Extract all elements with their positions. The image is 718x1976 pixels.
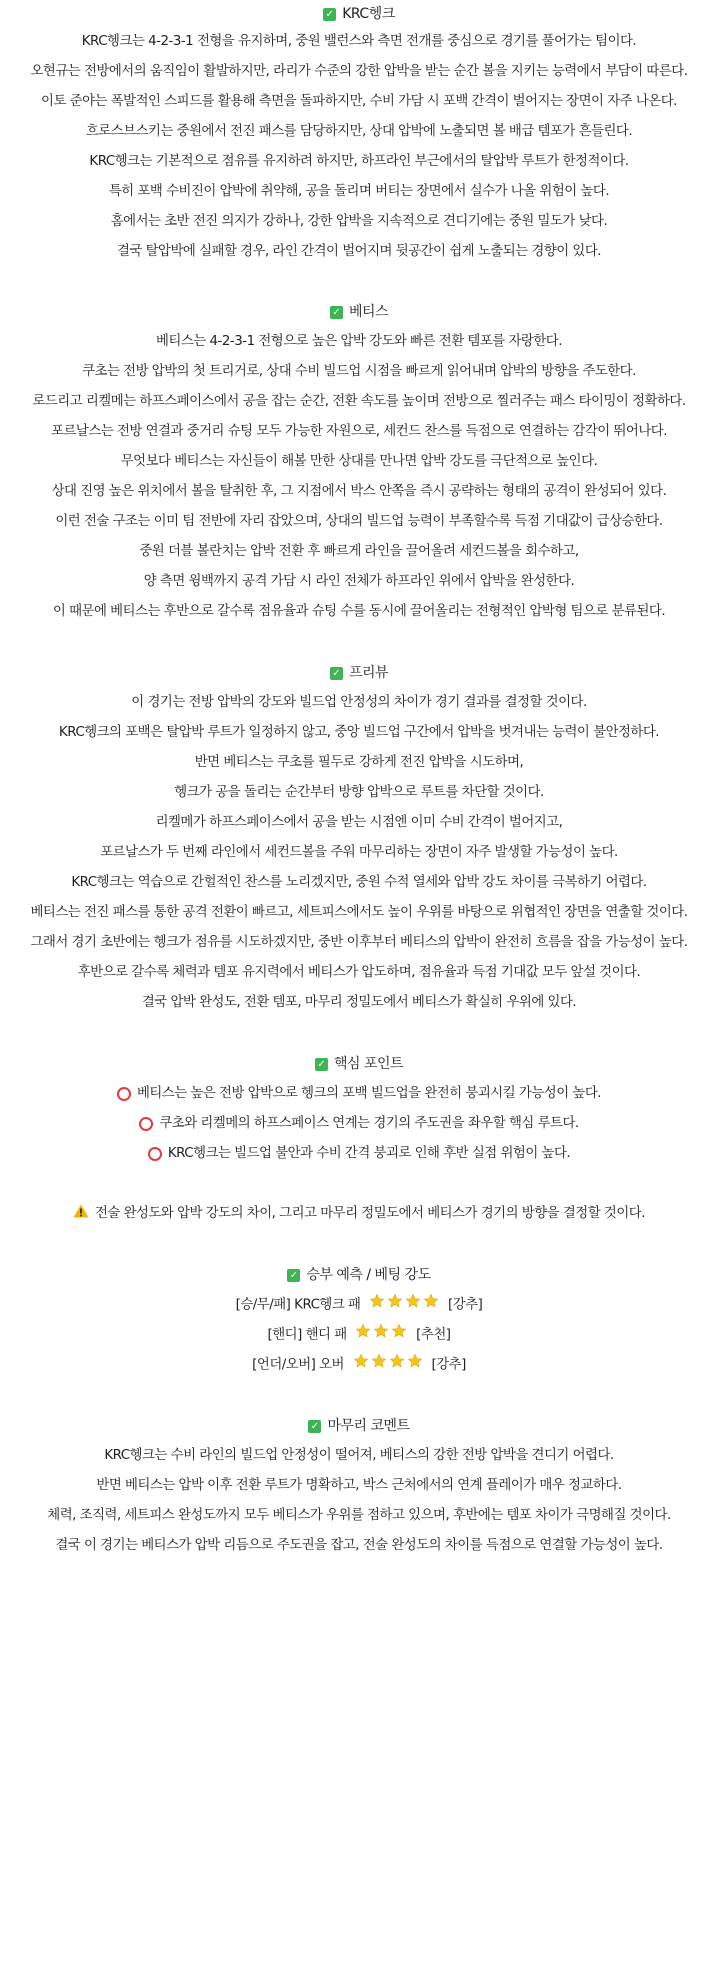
- section-heading-preview: ✓ 프리뷰: [0, 661, 718, 685]
- paragraph-line: 무엇보다 베티스는 자신들이 해볼 만한 상대를 만나면 압박 강도를 극단적으로 높인다.: [120, 454, 598, 469]
- paragraph-line: 베티스는 전진 패스를 통한 공격 전환이 빠르고, 세트피스에서도 높이 우위를 바탕으로 위협적인 장면을 연출할 것이다.: [30, 905, 688, 920]
- section-heading-closing: ✓ 마무리 코멘트: [0, 1414, 718, 1438]
- section-heading-predictions: ✓ 승부 예측 / 베팅 강도: [0, 1263, 718, 1287]
- star-icon: [423, 1293, 439, 1309]
- paragraph-line: 로드리고 리켈메는 하프스페이스에서 공을 잡는 순간, 전환 속도를 높이며 전방으로 찔러주는 패스 타이밍이 정확하다.: [32, 394, 686, 409]
- paragraph-line: 이 경기는 전방 압박의 강도와 빌드업 안정성의 차이가 경기 결과를 결정할 것이다.: [131, 695, 587, 710]
- prediction-row: [언더/오버] 오버 [강추]: [0, 1353, 718, 1377]
- paragraph-line: 리켈메가 하프스페이스에서 공을 받는 시점엔 이미 수비 간격이 벌어지고,: [155, 815, 563, 830]
- paragraph-line: KRC헹크는 수비 라인의 빌드업 안정성이 떨어져, 베티스의 강한 전방 압박을 견디기 어렵다.: [104, 1448, 614, 1463]
- paragraph-line: 결국 이 경기는 베티스가 압박 리듬으로 주도권을 잡고, 전술 완성도의 차이를 득점으로 연결할 가능성이 높다.: [55, 1538, 663, 1553]
- star-icon: [369, 1293, 385, 1309]
- check-icon: ✓: [287, 1269, 300, 1282]
- paragraph-line: KRC헹크는 역습으로 간헐적인 찬스를 노리겠지만, 중원 수적 열세와 압박 강도 차이를 극복하기 어렵다.: [71, 875, 647, 890]
- red-circle-icon: [139, 1117, 153, 1131]
- star-icon: [371, 1353, 387, 1369]
- paragraph-line: 결국 탈압박에 실패할 경우, 라인 간격이 벌어지며 뒷공간이 쉽게 노출되는 경향이 있다.: [116, 244, 602, 259]
- star-icon: [407, 1353, 423, 1369]
- paragraph-line: 헹크가 공을 돌리는 순간부터 방향 압박으로 루트를 차단할 것이다.: [174, 785, 544, 800]
- paragraph-line: 흐로스브스키는 중원에서 전진 패스를 담당하지만, 상대 압박에 노출되면 볼 배급 템포가 흔들린다.: [85, 124, 633, 139]
- paragraph-line: 이 때문에 베티스는 후반으로 갈수록 점유율과 슈팅 수를 동시에 끌어올리는 전형적인 압박형 팀으로 분류된다.: [52, 604, 666, 619]
- prediction-row: [승/무/패] KRC헹크 패 [강추]: [0, 1293, 718, 1317]
- check-icon: ✓: [308, 1420, 321, 1433]
- paragraph-line: 포르날스는 전방 연결과 중거리 슈팅 모두 가능한 자원으로, 세컨드 찬스를 득점으로 연결하는 감각이 뛰어나다.: [51, 424, 667, 439]
- paragraph-line: 상대 진영 높은 위치에서 볼을 탈취한 후, 그 지점에서 박스 안쪽을 즉시 공략하는 형태의 공격이 완성되어 있다.: [51, 484, 667, 499]
- warning-note: 전술 완성도와 압박 강도의 차이, 그리고 마무리 정밀도에서 베티스가 경기의 방향을 결정할 것이다.: [0, 1202, 718, 1226]
- red-circle-icon: [148, 1147, 162, 1161]
- prediction-row: [핸디] 핸디 패 [추천]: [0, 1323, 718, 1347]
- section-heading-genk: ✓ KRC헹크: [0, 2, 718, 26]
- paragraph-line: 이런 전술 구조는 이미 팀 전반에 자리 잡았으며, 상대의 빌드업 능력이 부족할수록 득점 기대값이 급상승한다.: [55, 514, 663, 529]
- star-rating: [354, 1328, 408, 1343]
- star-icon: [391, 1323, 407, 1339]
- paragraph-line: 특히 포백 수비진이 압박에 취약해, 공을 돌리며 버티는 장면에서 실수가 나올 위험이 높다.: [108, 184, 610, 199]
- key-point-item: KRC헹크는 빌드업 불안과 수비 간격 붕괴로 인해 후반 실점 위험이 높다.: [0, 1142, 718, 1166]
- warning-icon: [73, 1204, 89, 1218]
- star-rating: [368, 1298, 440, 1313]
- paragraph-line: 반면 베티스는 쿠초를 필두로 강하게 전진 압박을 시도하며,: [194, 755, 524, 770]
- red-circle-icon: [117, 1087, 131, 1101]
- section-heading-betis: ✓ 베티스: [0, 300, 718, 324]
- check-icon: ✓: [323, 8, 336, 21]
- star-icon: [373, 1323, 389, 1339]
- paragraph-line: 양 측면 윙백까지 공격 가담 시 라인 전체가 하프라인 위에서 압박을 완성한다.: [143, 574, 575, 589]
- paragraph-line: KRC헹크는 4-2-3-1 전형을 유지하며, 중원 밸런스와 측면 전개를 중심으로 경기를 풀어가는 팀이다.: [81, 34, 637, 49]
- section-heading-key-points: ✓ 핵심 포인트: [0, 1052, 718, 1076]
- star-icon: [353, 1353, 369, 1369]
- paragraph-line: 체력, 조직력, 세트피스 완성도까지 모두 베티스가 우위를 점하고 있으며, 후반에는 템포 차이가 극명해질 것이다.: [47, 1508, 671, 1523]
- key-point-item: 베티스는 높은 전방 압박으로 헹크의 포백 빌드업을 완전히 붕괴시킬 가능성이 높다.: [0, 1082, 718, 1106]
- paragraph-line: 그래서 경기 초반에는 헹크가 점유를 시도하겠지만, 중반 이후부터 베티스의 압박이 완전히 흐름을 잡을 가능성이 높다.: [30, 935, 688, 950]
- paragraph-line: 포르날스가 두 번째 라인에서 세컨드볼을 주워 마무리하는 장면이 자주 발생할 가능성이 높다.: [100, 845, 618, 860]
- check-icon: ✓: [315, 1058, 328, 1071]
- check-icon: ✓: [330, 667, 343, 680]
- star-icon: [389, 1353, 405, 1369]
- star-icon: [405, 1293, 421, 1309]
- star-icon: [387, 1293, 403, 1309]
- paragraph-line: 오현규는 전방에서의 움직임이 활발하지만, 라리가 수준의 강한 압박을 받는 순간 볼을 지키는 능력에서 부담이 따른다.: [30, 64, 688, 79]
- star-icon: [355, 1323, 371, 1339]
- paragraph-line: KRC헹크의 포백은 탈압박 루트가 일정하지 않고, 중앙 빌드업 구간에서 압박을 벗겨내는 능력이 불안정하다.: [58, 725, 660, 740]
- paragraph-line: 이토 준야는 폭발적인 스피드를 활용해 측면을 돌파하지만, 수비 가담 시 포백 간격이 벌어지는 장면이 자주 나온다.: [41, 94, 677, 109]
- star-rating: [352, 1358, 424, 1373]
- paragraph-line: 반면 베티스는 압박 이후 전환 루트가 명확하고, 박스 근처에서의 연계 플레이가 매우 정교하다.: [96, 1478, 622, 1493]
- paragraph-line: 결국 압박 완성도, 전환 템포, 마무리 정밀도에서 베티스가 확실히 우위에 있다.: [141, 995, 577, 1010]
- paragraph-line: KRC헹크는 기본적으로 점유를 유지하려 하지만, 하프라인 부근에서의 탈압박 루트가 한정적이다.: [89, 154, 629, 169]
- paragraph-line: 쿠초는 전방 압박의 첫 트리거로, 상대 수비 빌드업 시점을 빠르게 읽어내며 압박의 방향을 주도한다.: [82, 364, 636, 379]
- key-point-item: 쿠초와 리켈메의 하프스페이스 연계는 경기의 주도권을 좌우할 핵심 루트다.: [0, 1112, 718, 1136]
- paragraph-line: 중원 더블 볼란치는 압박 전환 후 빠르게 라인을 끌어올려 세컨드볼을 회수하고,: [139, 544, 579, 559]
- paragraph-line: 베티스는 4-2-3-1 전형으로 높은 압박 강도와 빠른 전환 템포를 자랑한다.: [156, 334, 562, 349]
- paragraph-line: 홈에서는 초반 전진 의지가 강하나, 강한 압박을 지속적으로 견디기에는 중원 밀도가 낮다.: [110, 214, 608, 229]
- check-icon: ✓: [330, 306, 343, 319]
- paragraph-line: 후반으로 갈수록 체력과 템포 유지력에서 베티스가 압도하며, 점유율과 득점 기대값 모두 앞설 것이다.: [77, 965, 641, 980]
